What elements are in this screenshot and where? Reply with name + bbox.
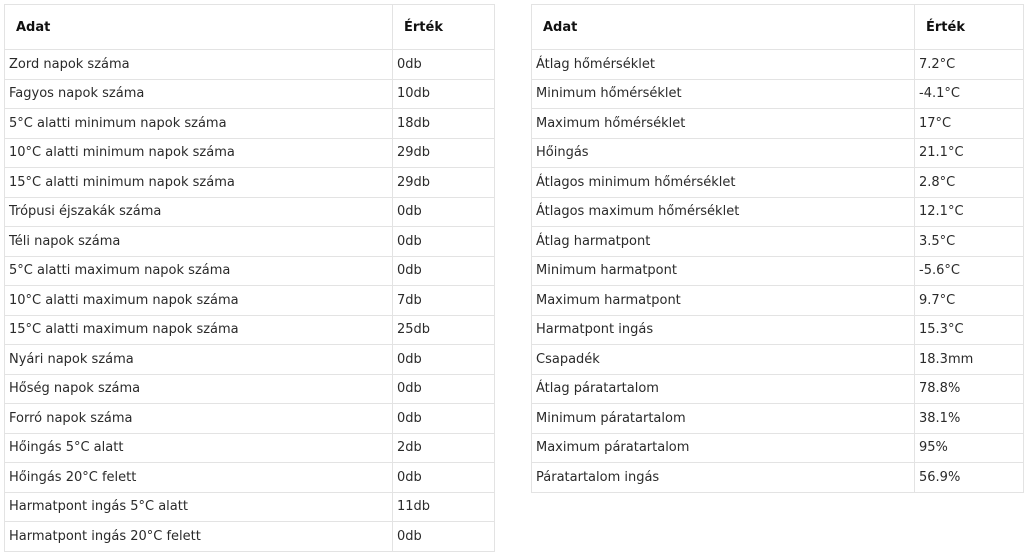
table-row bbox=[532, 433, 1024, 463]
cell-value: 2.8°C bbox=[915, 168, 1024, 198]
cell-label: Páratartalom ingás bbox=[532, 463, 915, 493]
table-row bbox=[532, 109, 1024, 139]
table-row bbox=[5, 463, 495, 493]
table-row bbox=[532, 374, 1024, 404]
cell-value: 0db bbox=[393, 463, 495, 493]
cell-label: Átlagos maximum hőmérséklet bbox=[532, 197, 915, 227]
cell-label: Átlag harmatpont bbox=[532, 227, 915, 257]
cell-label: 15°C alatti maximum napok száma bbox=[5, 315, 393, 345]
cell-label: Harmatpont ingás 5°C alatt bbox=[5, 492, 393, 522]
table-row bbox=[532, 345, 1024, 375]
table-row bbox=[5, 374, 495, 404]
cell-value: 7db bbox=[393, 286, 495, 316]
cell-label: Nyári napok száma bbox=[5, 345, 393, 375]
cell-value: 29db bbox=[393, 168, 495, 198]
table-row bbox=[532, 227, 1024, 257]
table-row bbox=[5, 138, 495, 168]
daily-counts-table bbox=[4, 4, 495, 552]
cell-value: 56.9% bbox=[915, 463, 1024, 493]
cell-value: 0db bbox=[393, 197, 495, 227]
table-row bbox=[532, 138, 1024, 168]
cell-value: 7.2°C bbox=[915, 50, 1024, 80]
cell-label: Zord napok száma bbox=[5, 50, 393, 80]
cell-label: 10°C alatti minimum napok száma bbox=[5, 138, 393, 168]
cell-value: 11db bbox=[393, 492, 495, 522]
column-header-ertek: Érték bbox=[393, 5, 495, 50]
column-header-adat: Adat bbox=[5, 5, 393, 50]
cell-label: Átlag páratartalom bbox=[532, 374, 915, 404]
cell-value: 0db bbox=[393, 256, 495, 286]
temperature-stats-table bbox=[531, 4, 1024, 493]
table-row bbox=[5, 492, 495, 522]
column-header-adat: Adat bbox=[532, 5, 915, 50]
table-row bbox=[532, 315, 1024, 345]
cell-value: 21.1°C bbox=[915, 138, 1024, 168]
cell-value: 10db bbox=[393, 79, 495, 109]
table-row bbox=[5, 227, 495, 257]
cell-value: 15.3°C bbox=[915, 315, 1024, 345]
cell-value: 0db bbox=[393, 404, 495, 434]
cell-value: 18.3mm bbox=[915, 345, 1024, 375]
table-header-row bbox=[5, 5, 495, 50]
cell-value: 0db bbox=[393, 227, 495, 257]
table-row bbox=[5, 109, 495, 139]
cell-label: Forró napok száma bbox=[5, 404, 393, 434]
cell-value: 38.1% bbox=[915, 404, 1024, 434]
cell-label: Fagyos napok száma bbox=[5, 79, 393, 109]
cell-label: Maximum hőmérséklet bbox=[532, 109, 915, 139]
table-row bbox=[5, 404, 495, 434]
cell-value: 29db bbox=[393, 138, 495, 168]
cell-label: Téli napok száma bbox=[5, 227, 393, 257]
table-row bbox=[532, 463, 1024, 493]
cell-value: 78.8% bbox=[915, 374, 1024, 404]
table-row bbox=[532, 50, 1024, 80]
table-row bbox=[5, 433, 495, 463]
table-row bbox=[5, 345, 495, 375]
cell-value: 12.1°C bbox=[915, 197, 1024, 227]
table-row bbox=[532, 197, 1024, 227]
cell-label: Minimum harmatpont bbox=[532, 256, 915, 286]
table-row bbox=[532, 404, 1024, 434]
cell-value: -5.6°C bbox=[915, 256, 1024, 286]
cell-label: Harmatpont ingás bbox=[532, 315, 915, 345]
cell-label: Minimum hőmérséklet bbox=[532, 79, 915, 109]
cell-label: 5°C alatti maximum napok száma bbox=[5, 256, 393, 286]
cell-value: 25db bbox=[393, 315, 495, 345]
cell-label: Hőingás bbox=[532, 138, 915, 168]
cell-label: Átlag hőmérséklet bbox=[532, 50, 915, 80]
table-row bbox=[532, 256, 1024, 286]
cell-label: Trópusi éjszakák száma bbox=[5, 197, 393, 227]
cell-label: Harmatpont ingás 20°C felett bbox=[5, 522, 393, 552]
cell-value: 0db bbox=[393, 522, 495, 552]
cell-label: Maximum páratartalom bbox=[532, 433, 915, 463]
table-row bbox=[532, 79, 1024, 109]
table-row bbox=[532, 286, 1024, 316]
cell-label: Csapadék bbox=[532, 345, 915, 375]
cell-value: 95% bbox=[915, 433, 1024, 463]
table-body bbox=[5, 50, 495, 552]
cell-value: 2db bbox=[393, 433, 495, 463]
table-row bbox=[5, 286, 495, 316]
cell-label: Hőingás 20°C felett bbox=[5, 463, 393, 493]
table-row bbox=[5, 168, 495, 198]
cell-label: 15°C alatti minimum napok száma bbox=[5, 168, 393, 198]
cell-label: Átlagos minimum hőmérséklet bbox=[532, 168, 915, 198]
cell-value: -4.1°C bbox=[915, 79, 1024, 109]
table-row bbox=[5, 79, 495, 109]
table-row bbox=[5, 315, 495, 345]
cell-label: Minimum páratartalom bbox=[532, 404, 915, 434]
table-row bbox=[5, 522, 495, 552]
cell-value: 0db bbox=[393, 374, 495, 404]
cell-label: 10°C alatti maximum napok száma bbox=[5, 286, 393, 316]
cell-value: 0db bbox=[393, 345, 495, 375]
cell-value: 9.7°C bbox=[915, 286, 1024, 316]
table-row bbox=[532, 168, 1024, 198]
table-row bbox=[5, 256, 495, 286]
table-row bbox=[5, 50, 495, 80]
cell-label: Maximum harmatpont bbox=[532, 286, 915, 316]
cell-value: 0db bbox=[393, 50, 495, 80]
cell-value: 18db bbox=[393, 109, 495, 139]
cell-value: 3.5°C bbox=[915, 227, 1024, 257]
table-row bbox=[5, 197, 495, 227]
cell-label: 5°C alatti minimum napok száma bbox=[5, 109, 393, 139]
table-header-row bbox=[532, 5, 1024, 50]
table-body bbox=[532, 50, 1024, 493]
cell-value: 17°C bbox=[915, 109, 1024, 139]
cell-label: Hőingás 5°C alatt bbox=[5, 433, 393, 463]
cell-label: Hőség napok száma bbox=[5, 374, 393, 404]
column-header-ertek: Érték bbox=[915, 5, 1024, 50]
